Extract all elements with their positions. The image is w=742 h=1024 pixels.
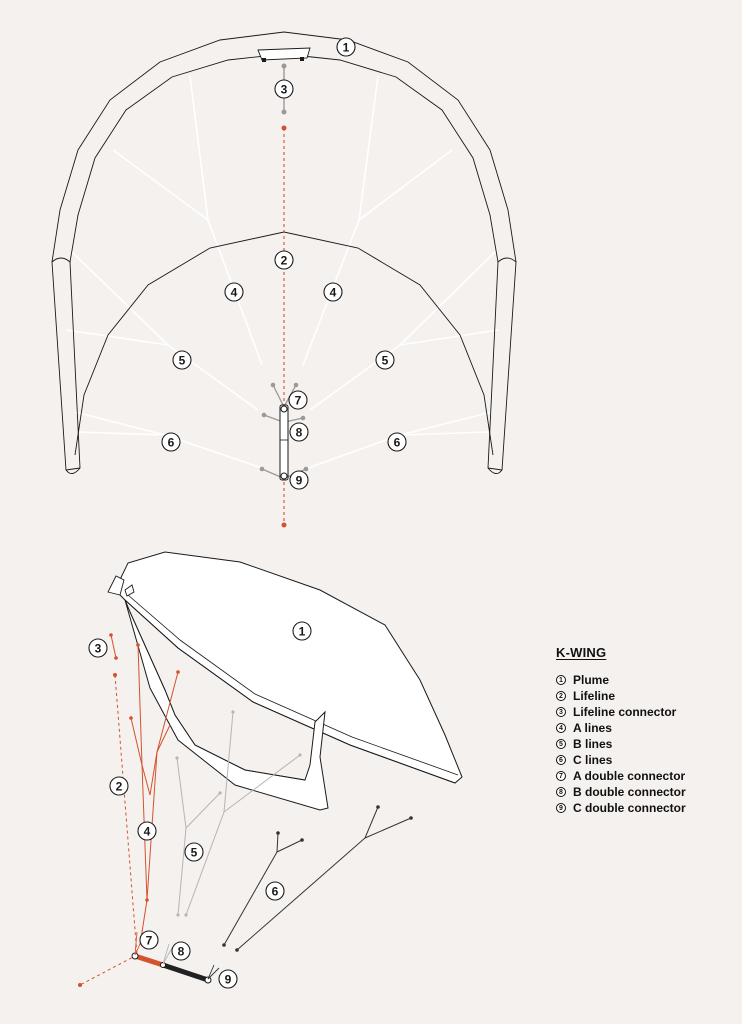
legend-number: 7: [556, 771, 566, 781]
callout-label: 8: [177, 944, 185, 959]
legend-item-b-lines: [556, 736, 686, 752]
legend-label: Lifeline connector: [573, 705, 677, 719]
callout-label: 4: [329, 285, 337, 300]
legend-label: B double connector: [573, 785, 686, 799]
callout-label: 3: [280, 82, 288, 97]
callout-b-lines-perspective: [185, 843, 203, 861]
callout-label: 2: [280, 253, 288, 268]
callout-a-lines-perspective: [138, 822, 156, 840]
legend-label: Plume: [573, 673, 610, 687]
top-view: [52, 32, 516, 528]
legend-item-lifeline-connector: [556, 704, 686, 720]
callout-label: 1: [298, 624, 306, 639]
callout-label: 7: [145, 933, 153, 948]
callout-label: 2: [115, 779, 123, 794]
legend-item-plume: [556, 672, 686, 688]
legend-label: A double connector: [573, 769, 686, 783]
callout-label: 8: [295, 425, 303, 440]
legend-item-c-lines: [556, 752, 686, 768]
callout-label: 4: [143, 824, 151, 839]
legend-label: C lines: [573, 753, 613, 767]
callouts: [89, 38, 406, 988]
callout-c-lines-right: [388, 433, 406, 451]
perspective-view: [78, 552, 462, 987]
callout-a-double-connector-top: [289, 391, 307, 409]
callout-label: 6: [167, 435, 175, 450]
legend-label: Lifeline: [573, 689, 616, 703]
legend: [556, 645, 686, 816]
callout-label: 5: [190, 845, 198, 860]
perspective-wing: [108, 552, 462, 810]
legend-number: 4: [556, 723, 566, 733]
callout-b-lines-right: [376, 351, 394, 369]
callout-b-double-connector-perspective: [172, 942, 190, 960]
callout-label: 9: [295, 473, 303, 488]
perspective-c-lines: [224, 807, 411, 950]
legend-number: 9: [556, 803, 566, 813]
legend-label: C double connector: [573, 801, 686, 815]
callout-b-double-connector-top: [290, 423, 308, 441]
legend-number: 8: [556, 787, 566, 797]
callout-lifeline-connector-perspective: [89, 639, 107, 657]
top-plume: [258, 48, 310, 62]
callout-c-lines-left: [162, 433, 180, 451]
callout-a-lines-right: [324, 283, 342, 301]
callout-plume-top: [337, 38, 355, 56]
callout-c-double-connector-perspective: [219, 970, 237, 988]
legend-number: 1: [556, 675, 566, 685]
callout-plume-perspective: [293, 622, 311, 640]
callout-b-lines-left: [173, 351, 191, 369]
legend-number: 2: [556, 691, 566, 701]
legend-number: 5: [556, 739, 566, 749]
legend-list: [556, 672, 686, 816]
legend-number: 6: [556, 755, 566, 765]
callout-label: 6: [271, 884, 279, 899]
perspective-lifeline-connector: [109, 633, 118, 660]
callout-lifeline-perspective: [110, 777, 128, 795]
legend-title: K-WING: [556, 645, 607, 660]
callout-label: 1: [342, 40, 350, 55]
legend-item-b-double-connector: [556, 784, 686, 800]
callout-a-double-connector-perspective: [140, 931, 158, 949]
callout-label: 6: [393, 435, 401, 450]
callout-label: 4: [230, 285, 238, 300]
legend-item-c-double-connector: [556, 800, 686, 816]
legend-item-a-lines: [556, 720, 686, 736]
legend-label: B lines: [573, 737, 613, 751]
legend-item-lifeline: [556, 688, 686, 704]
perspective-c-line-points: [222, 805, 413, 952]
callout-label: 5: [178, 353, 186, 368]
legend-label: A lines: [573, 721, 612, 735]
callout-a-lines-left: [225, 283, 243, 301]
legend-number: 3: [556, 707, 566, 717]
callout-label: 7: [294, 393, 302, 408]
callout-lifeline-top: [275, 251, 293, 269]
callout-label: 5: [381, 353, 389, 368]
perspective-lifeline: [78, 673, 137, 987]
callout-label: 9: [224, 972, 232, 987]
callout-c-lines-perspective: [266, 882, 284, 900]
callout-lifeline-connector-top: [275, 80, 293, 98]
legend-item-a-double-connector: [556, 768, 686, 784]
callout-label: 3: [94, 641, 102, 656]
callout-c-double-connector-top: [290, 471, 308, 489]
